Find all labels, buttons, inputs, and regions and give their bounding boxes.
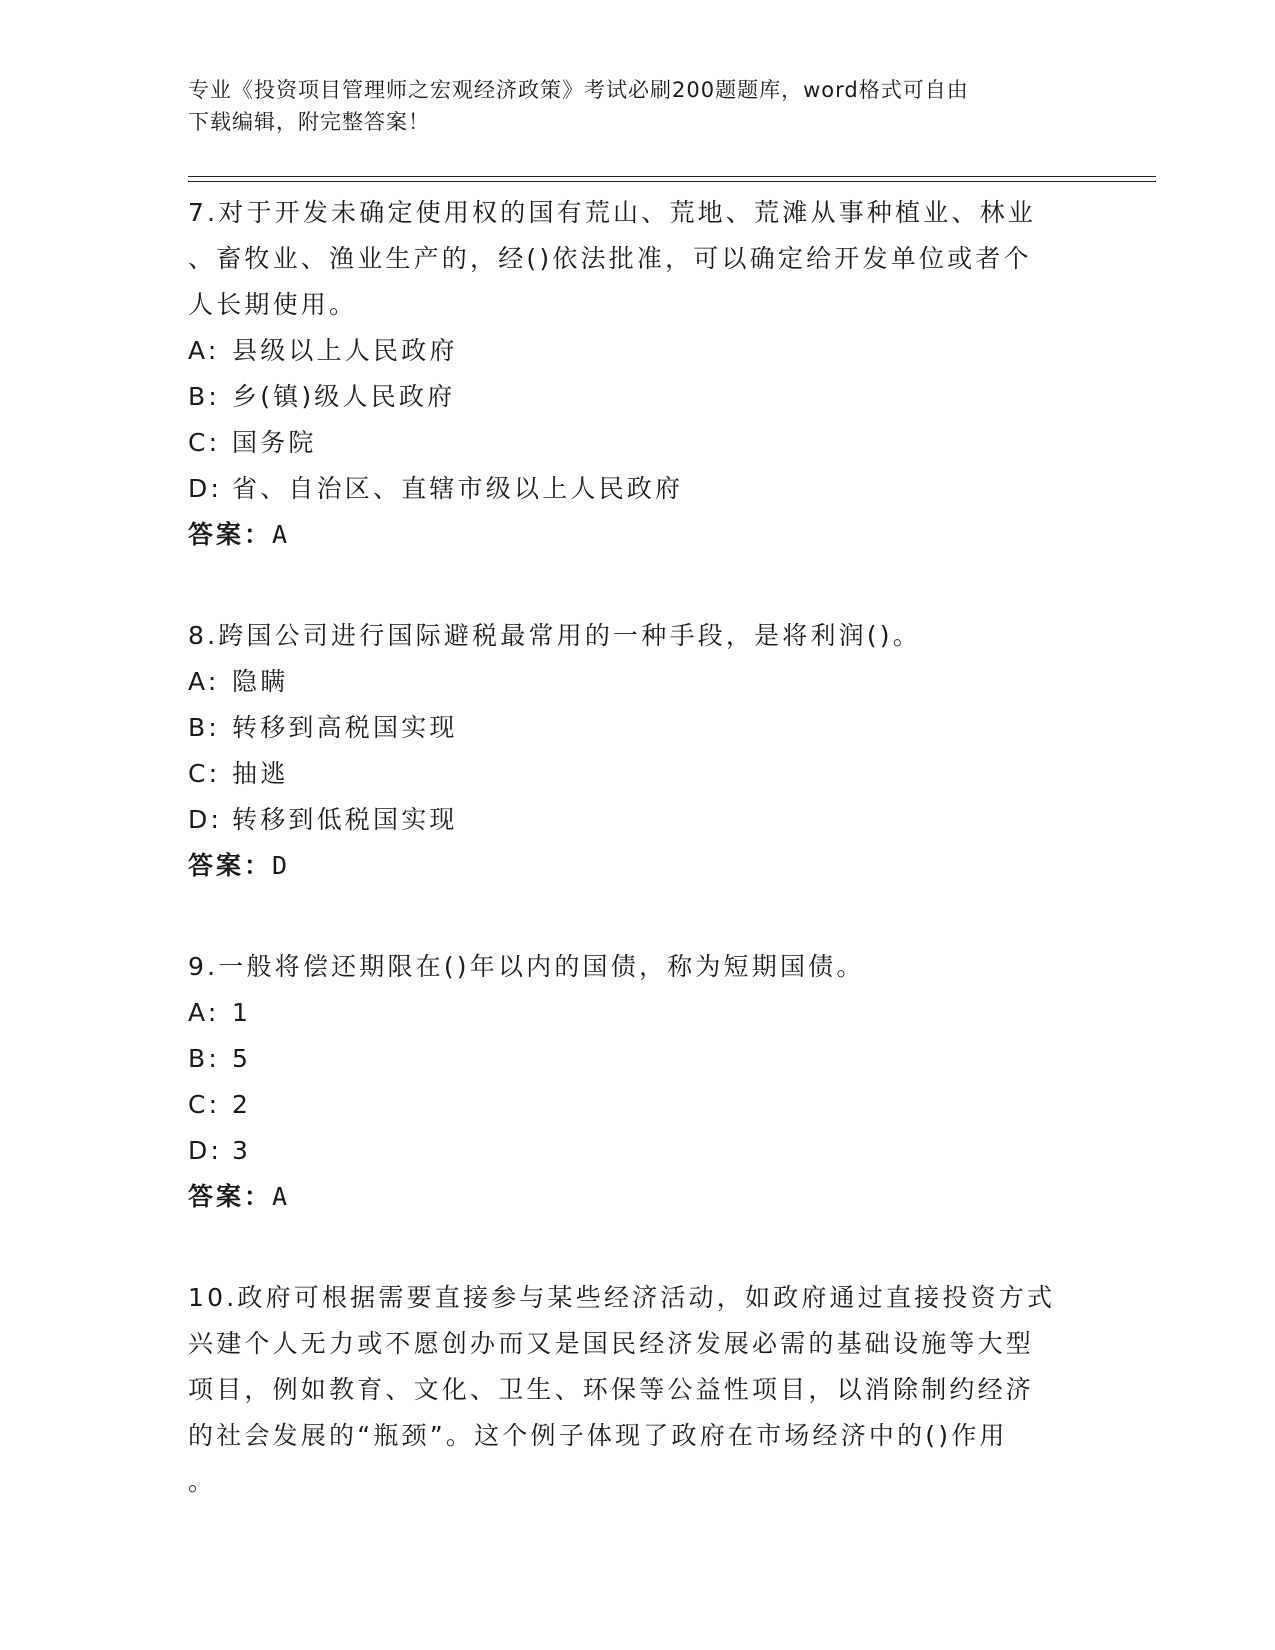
option-key: D: (188, 1136, 223, 1165)
option-a (188, 659, 1088, 705)
header-line-2: 下载编辑，附完整答案！ (188, 110, 430, 134)
option-key: C: (188, 428, 221, 457)
question-text-line: 8.跨国公司进行国际避税最常用的一种手段，是将利润()。 (188, 621, 921, 650)
option-text: 转移到高税国实现 (232, 713, 458, 742)
answer-label: 答案： (188, 1182, 273, 1211)
option-c (188, 751, 1088, 797)
question-text-line: 的社会发展的“瓶颈”。这个例子体现了政府在市场经济中的()作用 (188, 1421, 1008, 1450)
document-header (188, 74, 1088, 138)
option-text: 省、自治区、直辖市级以上人民政府 (232, 474, 684, 503)
question-text-line: 、畜牧业、渔业生产的，经()依法批准，可以确定给开发单位或者个 (188, 244, 1032, 273)
option-d (188, 466, 1088, 512)
option-key: B: (188, 1044, 220, 1073)
answer (188, 1174, 1088, 1220)
option-key: D: (188, 805, 223, 834)
answer-value: A (272, 1182, 291, 1211)
option-c (188, 1082, 1088, 1128)
option-key: B: (188, 382, 220, 411)
question-text-line: 10.政府可根据需要直接参与某些经济活动，如政府通过直接投资方式 (188, 1283, 1056, 1312)
option-key: C: (188, 1090, 221, 1119)
option-text: 国务院 (232, 428, 317, 457)
option-text: 县级以上人民政府 (232, 336, 458, 365)
question-text-line: 项目，例如教育、文化、卫生、环保等公益性项目，以消除制约经济 (188, 1375, 1035, 1404)
option-b (188, 1036, 1088, 1082)
question-7 (188, 190, 1088, 558)
option-key: B: (188, 713, 220, 742)
question-text-line: 人长期使用。 (188, 290, 358, 319)
answer-value: A (272, 520, 291, 549)
question-text-line: 。 (188, 1467, 217, 1496)
answer (188, 512, 1088, 558)
answer-label: 答案： (188, 851, 273, 880)
option-key: C: (188, 759, 221, 788)
question-8 (188, 613, 1088, 889)
answer-label: 答案： (188, 520, 273, 549)
option-key: A: (188, 667, 220, 696)
option-text: 转移到低税国实现 (232, 805, 458, 834)
question-10 (188, 1275, 1088, 1505)
question-text-line: 7.对于开发未确定使用权的国有荒山、荒地、荒滩从事种植业、林业 (188, 198, 1037, 227)
option-b (188, 374, 1088, 420)
option-text: 乡(镇)级人民政府 (232, 382, 456, 411)
option-key: D: (188, 474, 223, 503)
answer-value: D (272, 851, 291, 880)
question-list (188, 190, 1088, 1560)
question-text-line: 兴建个人无力或不愿创办而又是国民经济发展必需的基础设施等大型 (188, 1329, 1035, 1358)
header-divider-bottom (188, 181, 1156, 182)
header-divider-top (188, 176, 1156, 177)
option-text: 1 (232, 998, 252, 1027)
option-d (188, 1128, 1088, 1174)
option-a (188, 990, 1088, 1036)
question-9 (188, 944, 1088, 1220)
question-text-line: 9.一般将偿还期限在()年以内的国债，称为短期国债。 (188, 952, 865, 981)
option-text: 5 (232, 1044, 252, 1073)
header-line-1: 专业《投资项目管理师之宏观经济政策》考试必刷200题题库，word格式可自由 (188, 78, 969, 102)
option-key: A: (188, 336, 220, 365)
option-text: 隐瞒 (232, 667, 289, 696)
option-text: 2 (232, 1090, 252, 1119)
option-text: 抽逃 (232, 759, 289, 788)
option-a (188, 328, 1088, 374)
option-c (188, 420, 1088, 466)
option-b (188, 705, 1088, 751)
answer (188, 843, 1088, 889)
option-text: 3 (232, 1136, 252, 1165)
option-key: A: (188, 998, 220, 1027)
option-d (188, 797, 1088, 843)
